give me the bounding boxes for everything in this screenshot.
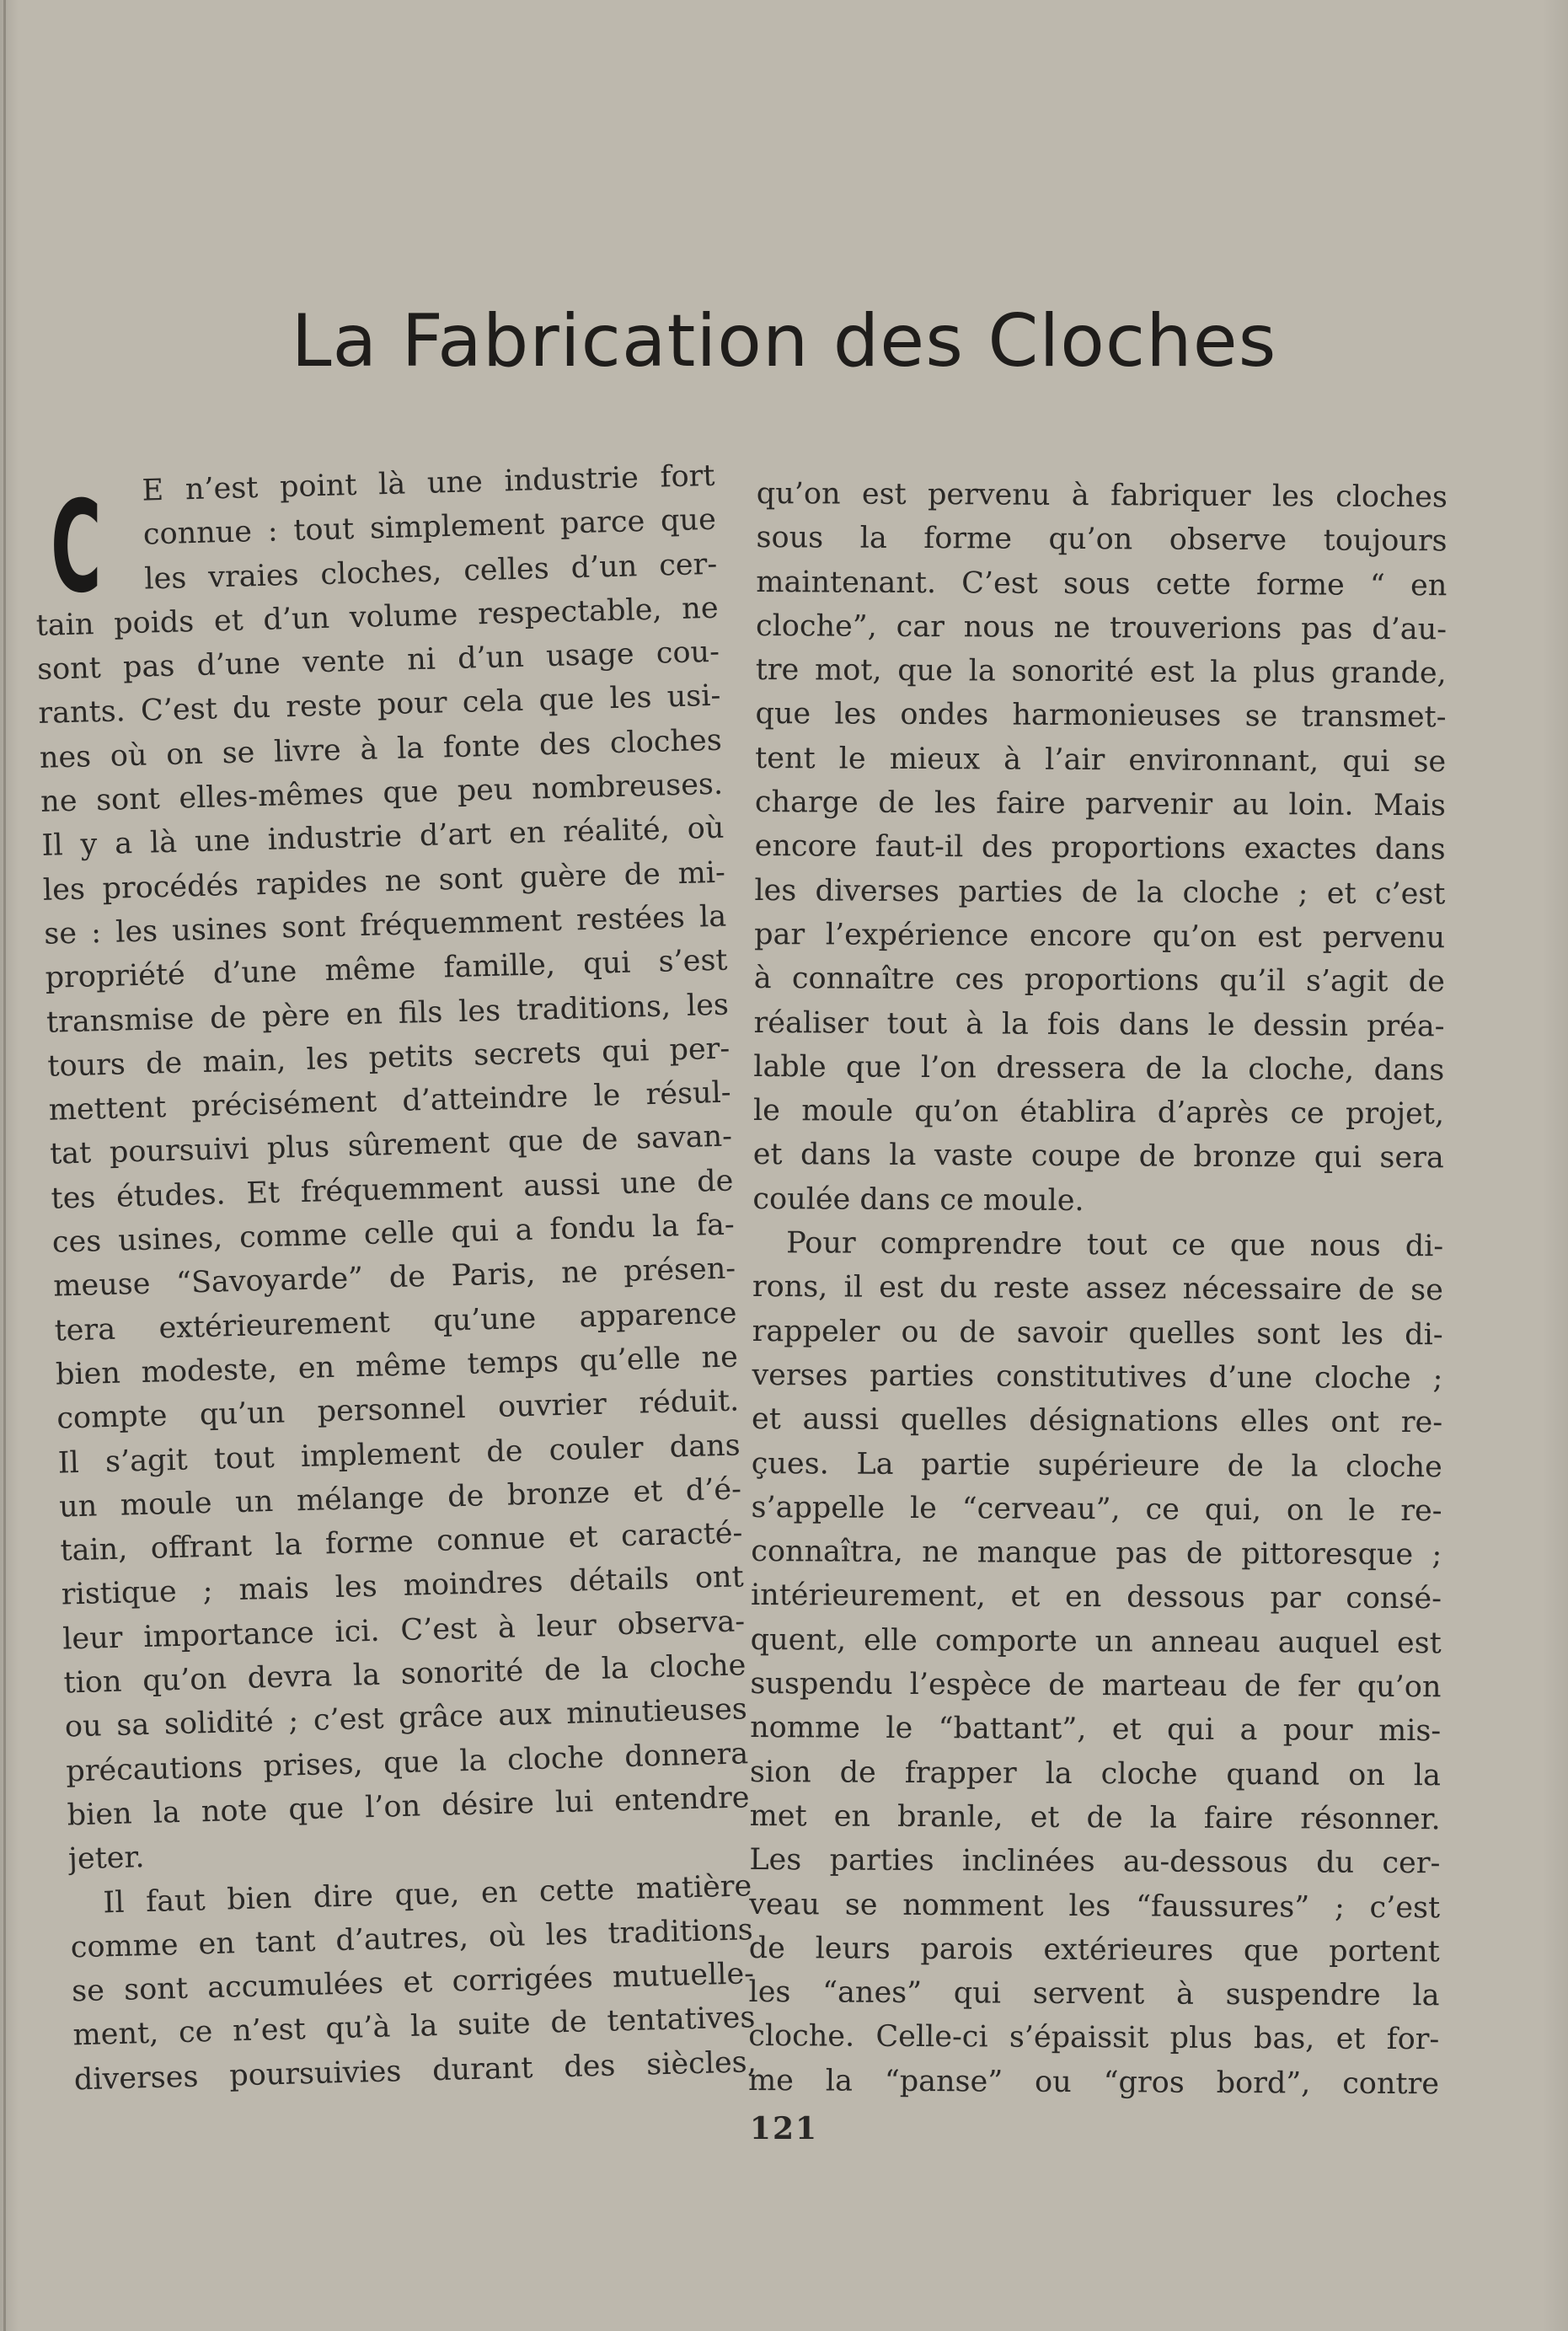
text-line: les procédés rapides ne sont guère de mi- — [42, 855, 726, 908]
text-line: Il faut bien dire que, en cette matière — [102, 1868, 752, 1920]
text-line: et aussi quelles désignations elles ont re- — [752, 1402, 1443, 1440]
text-line: tain poids et d’un volume respectable, ne — [35, 591, 720, 643]
text-line: tre mot, que la sonorité est la plus grande, — [755, 653, 1447, 691]
text-line: se : les usines sont fréquemment restées la — [43, 899, 727, 951]
text-line: à connaître ces proportions qu’il s’agit de — [753, 962, 1445, 999]
text-line: mettent précisément d’atteindre le résul- — [48, 1075, 732, 1128]
page-number: 121 — [749, 2111, 819, 2146]
text-line: E n’est point là une industrie fort — [142, 458, 715, 508]
text-line: rappeler ou de savoir quelles sont les di- — [752, 1314, 1443, 1352]
text-line: nomme le “battant”, et qui a pour mis- — [750, 1711, 1442, 1749]
text-line: qu’on est pervenu à fabriquer les cloches — [756, 476, 1448, 515]
text-line: bien la note que l’on désire lui entendre — [67, 1781, 750, 1833]
text-line: lable que l’on dressera de la cloche, dans — [753, 1049, 1445, 1088]
text-line: quent, elle comporte un anneau auquel est — [750, 1622, 1442, 1660]
text-line: met en branle, et de la faire résonner. — [749, 1798, 1441, 1837]
text-line: rons, il est du reste assez nécessaire de se — [752, 1270, 1444, 1308]
text-line: Pour comprendre tout ce que nous di- — [786, 1226, 1444, 1264]
text-line: ne sont elles-mêmes que peu nombreuses. — [40, 767, 724, 819]
left-column — [32, 454, 757, 2103]
text-line: coulée dans ce moule. — [752, 1182, 1084, 1218]
text-line: compte qu’un personnel ouvrier réduit. — [56, 1384, 740, 1436]
article-title: La Fabrication des Cloches — [291, 299, 1277, 383]
text-line: maintenant. C’est sous cette forme “ en — [756, 565, 1448, 603]
text-line: Les parties inclinées au-dessous du cer- — [749, 1843, 1441, 1881]
text-line: cloche”, car nous ne trouverions pas d’au- — [755, 608, 1448, 647]
right-column — [748, 472, 1448, 2106]
text-line: tat poursuivi plus sûrement que de savan- — [49, 1119, 733, 1172]
text-line: tera extérieurement qu’une apparence — [54, 1296, 737, 1348]
text-line: encore faut-il des proportions exactes dans — [754, 829, 1446, 867]
text-line: tion qu’on devra la sonorité de la cloche — [63, 1648, 747, 1701]
text-line: réaliser tout à la fois dans le dessin préa- — [753, 1005, 1445, 1043]
text-line: çues. La partie supérieure de la cloche — [751, 1446, 1442, 1484]
text-line: meuse “Savoyarde” de Paris, ne présen- — [52, 1251, 736, 1305]
text-line: suspendu l’espèce de marteau de fer qu’on — [750, 1666, 1442, 1705]
text-line: connaîtra, ne manque pas de pittoresque ; — [751, 1535, 1442, 1573]
text-line: jeter. — [67, 1841, 145, 1877]
text-line: cloche. Celle-ci s’épaissit plus bas, et for- — [748, 2019, 1440, 2057]
text-line: Il s’agit tout implement de couler dans — [57, 1428, 741, 1481]
text-line: un moule un mélange de bronze et d’é- — [58, 1472, 742, 1525]
text-line: les diverses parties de la cloche ; et c’est — [754, 873, 1446, 911]
text-line: de leurs parois extérieures que portent — [748, 1931, 1440, 1969]
text-line: ment, ce n’est qu’à la suite de tentatives — [72, 2001, 756, 2053]
text-line: verses parties constitutives d’une cloche ; — [752, 1358, 1443, 1396]
drop-cap: C — [51, 474, 102, 621]
text-line: comme en tant d’autres, où les traditions — [70, 1913, 754, 1965]
text-line: connue : tout simplement parce que — [142, 503, 717, 552]
text-line: tes études. Et fréquemment aussi une de — [51, 1164, 734, 1216]
text-line: les “anes” qui servent à suspendre la — [748, 1975, 1440, 2013]
text-line: s’appelle le “cerveau”, ce qui, on le re- — [751, 1490, 1442, 1529]
text-line: Il y a là une industrie d’art en réalité, où — [41, 812, 725, 864]
text-line: que les ondes harmonieuses se transmet- — [755, 697, 1447, 735]
text-line: tent le mieux à l’air environnant, qui se — [755, 741, 1447, 780]
text-line: ristique ; mais les moindres détails ont — [61, 1560, 745, 1612]
text-line: le moule qu’on établira d’après ce projet, — [752, 1094, 1445, 1132]
text-line: sous la forme qu’on observe toujours — [756, 521, 1448, 559]
text-line: précautions prises, que la cloche donnera — [65, 1736, 749, 1789]
text-line: leur importance ici. C’est à leur observa- — [62, 1605, 746, 1657]
text-line: se sont accumulées et corrigées mutuelle- — [71, 1957, 755, 2009]
text-line: sion de frapper la cloche quand on la — [749, 1755, 1442, 1792]
text-line: par l’expérience encore qu’on est pervenu — [754, 917, 1446, 956]
text-line: me la “panse” ou “gros bord”, contre — [747, 2063, 1440, 2101]
text-line: tours de main, les petits secrets qui per- — [46, 1032, 730, 1084]
text-line: nes où on se livre à la fonte des cloches — [39, 723, 723, 775]
text-line: transmise de père en fils les traditions, les — [45, 988, 730, 1040]
text-line: sont pas d’une vente ni d’un usage cou- — [36, 635, 720, 688]
text-line: charge de les faire parvenir au loin. Mais — [754, 785, 1447, 823]
text-line: ces usines, comme celle qui a fondu la fa- — [51, 1208, 736, 1260]
text-line: intérieurement, et en dessous par consé- — [750, 1578, 1442, 1616]
text-line: les vraies cloches, celles d’un cer- — [143, 547, 718, 597]
text-line: tain, offrant la forme connue et caracté- — [60, 1516, 743, 1568]
text-line: diverses poursuivies durant des siècles, — [73, 2044, 757, 2098]
text-line: veau se nomment les “faussures” ; c’est — [748, 1887, 1441, 1925]
text-line: propriété d’une même famille, qui s’est — [45, 943, 728, 996]
text-line: bien modeste, en même temps qu’elle ne — [55, 1340, 739, 1392]
text-line: ou sa solidité ; c’est grâce aux minutieuses — [64, 1692, 748, 1744]
text-line: rants. C’est du reste pour cela que les usi- — [38, 679, 721, 731]
text-line: et dans la vaste coupe de bronze qui sera — [752, 1138, 1444, 1176]
